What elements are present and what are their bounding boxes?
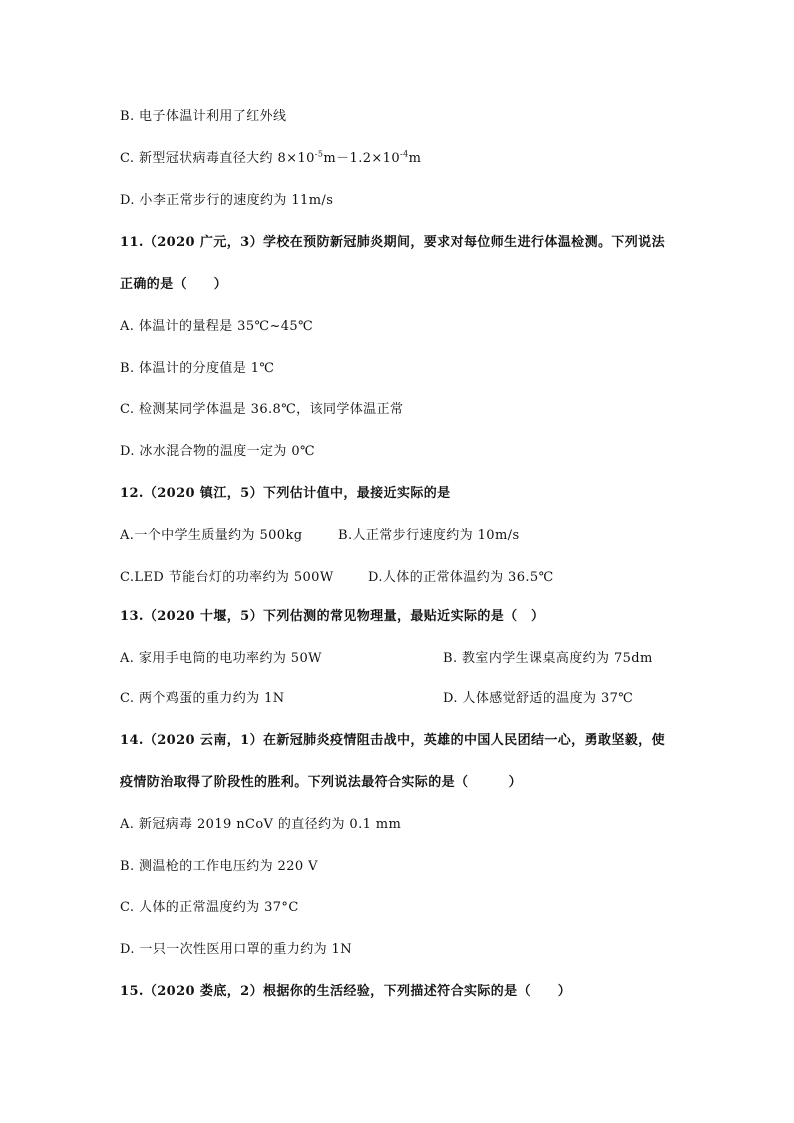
q14-option-c: C. 人体的正常温度约为 37°C <box>120 900 299 915</box>
q15-stem: 15.（2020 娄底，2）根据你的生活经验，下列描述符合实际的是（ ） <box>120 984 572 999</box>
q12-option-d: D.人体的正常体温约为 36.5℃ <box>368 570 554 585</box>
q11-stem-line-1: 11.（2020 广元，3）学校在预防新冠肺炎期间，要求对每位师生进行体温检测。下列说法 <box>120 235 665 250</box>
q14-option-b: B. 测温枪的工作电压约为 220 V <box>120 859 318 874</box>
q11-option-b: B. 体温计的分度值是 1℃ <box>120 361 275 376</box>
q14-stem-line-2: 疫情防治取得了阶段性的胜利。下列说法最符合实际的是（ ） <box>120 775 523 790</box>
q10-option-c-text-1: C. 新型冠状病毒直径大约 8×10 <box>120 151 315 166</box>
q13-stem: 13.（2020 十堰，5）下列估测的常见物理量，最贴近实际的是（ ） <box>120 609 545 624</box>
q13-option-d: D. 人体感觉舒适的温度为 37℃ <box>443 691 634 706</box>
q10-option-d: D. 小李正常步行的速度约为 11m/s <box>120 193 334 208</box>
q13-option-b: B. 教室内学生课桌高度约为 75dm <box>443 651 653 666</box>
q14-stem-line-1: 14.（2020 云南，1）在新冠肺炎疫情阻击战中，英雄的中国人民团结一心，勇敢坚毅，使 <box>120 733 665 748</box>
q10-option-c-exponent-2: -4 <box>400 149 409 159</box>
q12-option-b: B.人正常步行速度约为 10m/s <box>338 528 520 543</box>
q14-option-d: D. 一只一次性医用口罩的重力约为 1N <box>120 942 353 957</box>
q12-option-c: C.LED 节能台灯的功率约为 500W <box>120 570 334 585</box>
q14-option-a: A. 新冠病毒 2019 nCoV 的直径约为 0.1 mm <box>120 817 402 832</box>
q10-option-c-text-3: m <box>408 151 422 166</box>
q12-stem: 12.（2020 镇江，5）下列估计值中，最接近实际的是 <box>120 486 451 501</box>
q12-option-a: A.一个中学生质量约为 500kg <box>120 528 303 543</box>
q10-option-c-exponent-1: -5 <box>314 149 324 159</box>
q13-option-a: A. 家用手电筒的电功率约为 50W <box>120 651 322 666</box>
q11-stem-line-2: 正确的是（ ） <box>120 277 228 292</box>
q11-option-d: D. 冰水混合物的温度一定为 0℃ <box>120 444 315 459</box>
q10-option-c-text-2: m－1.2×10 <box>323 151 401 166</box>
q11-option-a: A. 体温计的量程是 35℃~45℃ <box>120 319 314 334</box>
q11-option-c: C. 检测某同学体温是 36.8℃，该同学体温正常 <box>120 402 404 417</box>
q10-option-b: B. 电子体温计利用了红外线 <box>120 109 287 124</box>
q13-option-c: C. 两个鸡蛋的重力约为 1N <box>120 691 285 706</box>
q10-option-c <box>120 150 421 168</box>
